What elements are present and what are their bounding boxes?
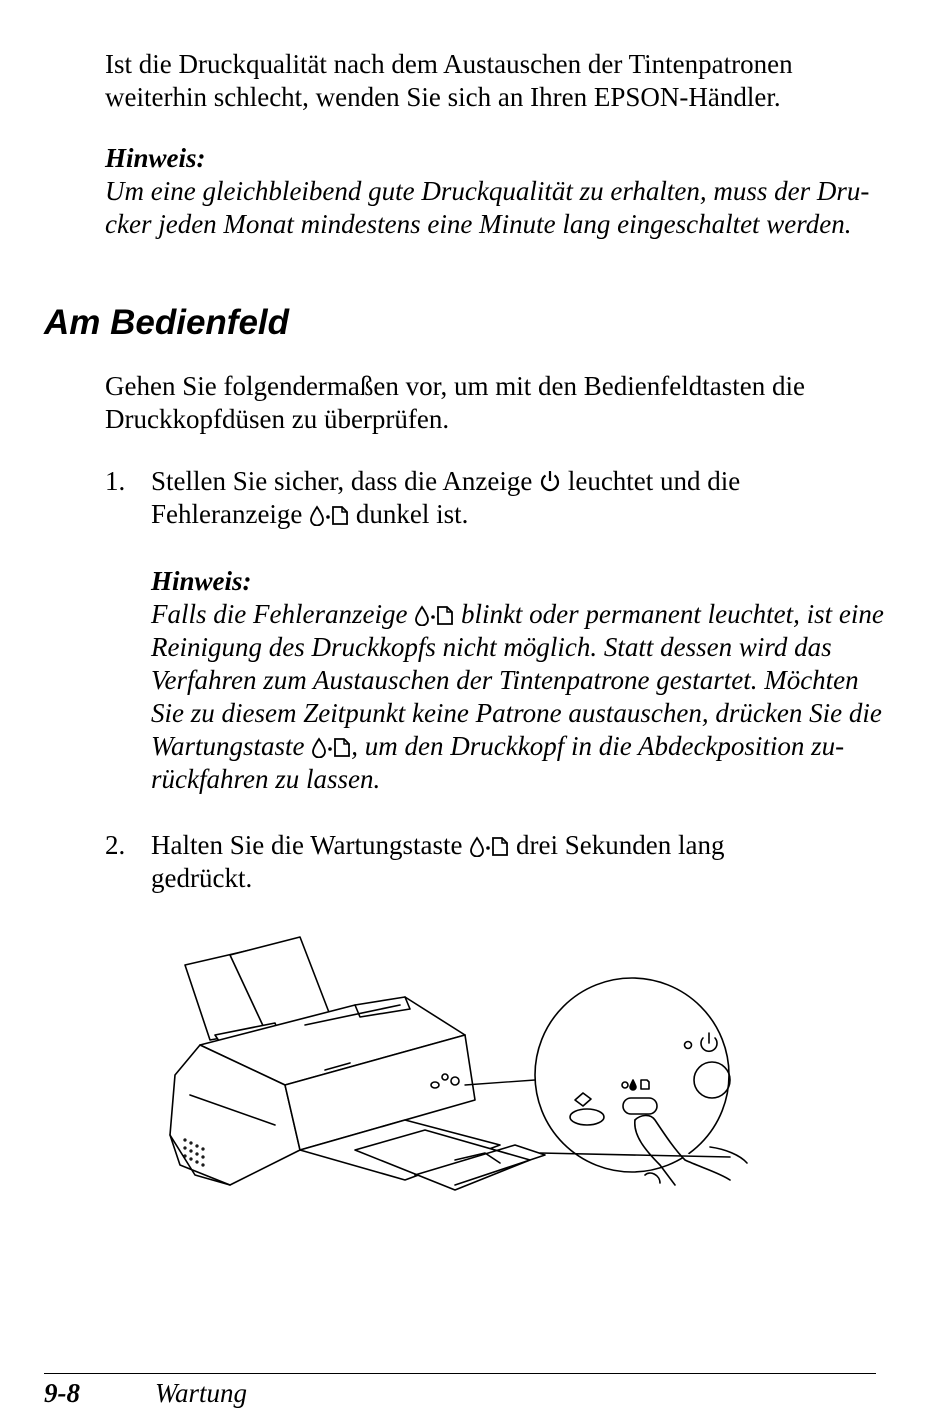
- step-1-text: [151, 465, 740, 531]
- note-line-5-a: Wartungstaste: [151, 731, 305, 761]
- step-1-line-2-b: dunkel ist.: [355, 499, 469, 529]
- ink-drop-paper-icon: [414, 604, 454, 626]
- note-line-1-b: blinkt oder permanent leuchtet, ist eine: [460, 599, 884, 629]
- page-number: 9-8: [44, 1378, 80, 1408]
- note-line-5-b: , um den Druckkopf in die Abdeckposition zu-: [351, 731, 845, 761]
- step-2-line-1: [151, 829, 724, 862]
- ink-drop-paper-icon: [311, 736, 351, 758]
- step-1-line-1-b: leuchtet und die: [567, 466, 741, 496]
- note-line-1-a: Falls die Fehleranzeige: [151, 599, 408, 629]
- note-title: Hinweis:: [105, 143, 206, 173]
- ink-drop-paper-icon: [469, 835, 509, 857]
- note-line-2: cker jeden Monat mindestens eine Minute lang eingeschaltet werden.: [105, 209, 852, 239]
- intro-paragraph: [105, 48, 793, 114]
- intro-line-2: weiterhin schlecht, wenden Sie sich an Ihren EPSON-Händler.: [105, 82, 781, 112]
- note-line-4: Sie zu diesem Zeitpunkt keine Patrone austauschen, drücken Sie die: [151, 698, 882, 728]
- chapter-label: Wartung: [155, 1378, 248, 1408]
- step-1-line-1-a: Stellen Sie sicher, dass die Anzeige: [151, 466, 533, 496]
- step-1-line-2: [151, 498, 740, 531]
- note-line-1: Um eine gleichbleibend gute Druckqualität zu erhalten, muss der Dru-: [105, 176, 870, 206]
- intro-note: [105, 142, 869, 241]
- step-2-line-1-b: drei Sekunden lang: [516, 830, 725, 860]
- step-number: 1.: [105, 466, 126, 496]
- section-paragraph: [105, 370, 805, 436]
- note-line-5: [151, 730, 884, 763]
- section-line-2: Druckkopfdüsen zu überprüfen.: [105, 404, 450, 434]
- printer-illustration: [155, 935, 755, 1225]
- step-1-note: [151, 565, 884, 796]
- step-2-line-1-a: Halten Sie die Wartungstaste: [151, 830, 463, 860]
- step-2-text: [151, 829, 724, 895]
- note-line-2: Reinigung des Druckkopfs nicht möglich. Statt dessen wird das: [151, 632, 832, 662]
- intro-line-1: Ist die Druckqualität nach dem Austauschen der Tintenpatronen: [105, 49, 793, 79]
- note-line-1: [151, 598, 884, 631]
- step-1-line-2-a: Fehleranzeige: [151, 499, 303, 529]
- step-1-line-1: [151, 465, 740, 498]
- note-line-6: rückfahren zu lassen.: [151, 764, 381, 794]
- section-heading: Am Bedienfeld: [44, 303, 290, 342]
- footer-rule: [44, 1373, 876, 1374]
- power-icon: [539, 469, 561, 493]
- step-2-line-2: gedrückt.: [151, 863, 253, 893]
- note-line-3: Verfahren zum Austauschen der Tintenpatrone gestartet. Möchten: [151, 665, 859, 695]
- section-line-1: Gehen Sie folgendermaßen vor, um mit den Bedienfeldtasten die: [105, 371, 805, 401]
- step-number: 2.: [105, 830, 126, 860]
- note-title: Hinweis:: [151, 566, 252, 596]
- ink-drop-paper-icon: [309, 504, 349, 526]
